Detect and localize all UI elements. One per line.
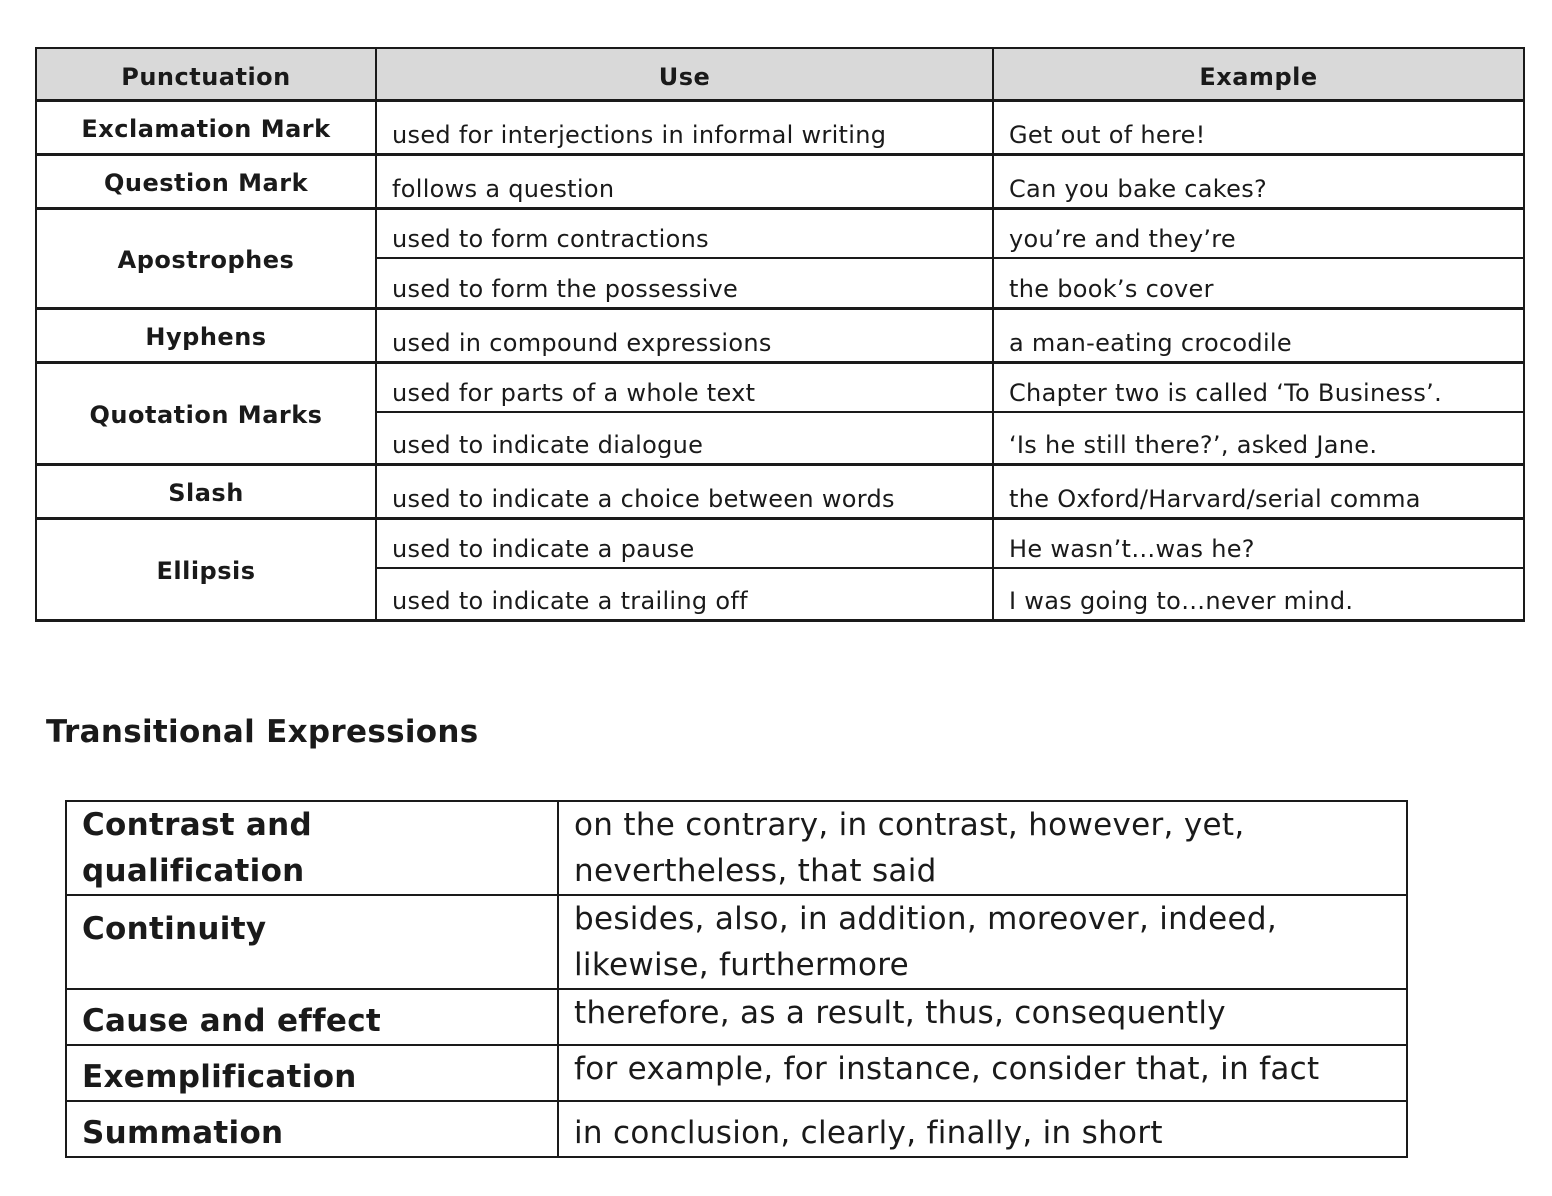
category-label: Summation [66, 1101, 558, 1157]
example-cell: He wasn’t…was he? [993, 518, 1524, 568]
table-row [36, 308, 1524, 362]
expressions-cell [558, 801, 1407, 895]
expressions-line: nevertheless, that said [574, 853, 937, 889]
category-label: Continuity [66, 895, 558, 989]
expressions-cell [558, 1101, 1407, 1157]
expressions-line: besides, also, in addition, moreover, indeed, [574, 901, 1277, 937]
header-example: Example [993, 48, 1524, 100]
table-row [66, 989, 1407, 1045]
table-row [36, 100, 1524, 154]
example-cell: the book’s cover [993, 258, 1524, 308]
expressions-line: on the contrary, in contrast, however, yet, [574, 807, 1245, 843]
row-label: Exclamation Mark [36, 100, 376, 154]
table-row [66, 1045, 1407, 1101]
use-cell: used for parts of a whole text [376, 362, 993, 412]
expressions-line: in conclusion, clearly, finally, in short [574, 1115, 1163, 1151]
row-label: Apostrophes [36, 208, 376, 308]
expressions-cell [558, 1045, 1407, 1101]
header-use: Use [376, 48, 993, 100]
use-cell: follows a question [376, 154, 993, 208]
example-cell: the Oxford/Harvard/serial comma [993, 464, 1524, 518]
table-row [66, 895, 1407, 989]
expressions-cell [558, 989, 1407, 1045]
use-cell: used in compound expressions [376, 308, 993, 362]
row-label: Hyphens [36, 308, 376, 362]
table-row [66, 801, 1407, 895]
use-cell: used for interjections in informal writing [376, 100, 993, 154]
expressions-line: likewise, furthermore [574, 947, 910, 983]
table-header-row [36, 48, 1524, 100]
example-cell: you’re and they’re [993, 208, 1524, 258]
example-cell: ‘Is he still there?’, asked Jane. [993, 412, 1524, 464]
row-label: Slash [36, 464, 376, 518]
table-row [66, 1101, 1407, 1157]
table-row [36, 208, 1524, 258]
table-row [36, 464, 1524, 518]
use-cell: used to form contractions [376, 208, 993, 258]
table-row [36, 154, 1524, 208]
table-row [36, 362, 1524, 412]
expressions-line: therefore, as a result, thus, consequently [574, 995, 1226, 1031]
example-cell: Can you bake cakes? [993, 154, 1524, 208]
punctuation-table [35, 47, 1525, 622]
row-label: Quotation Marks [36, 362, 376, 464]
use-cell: used to form the possessive [376, 258, 993, 308]
use-cell: used to indicate a pause [376, 518, 993, 568]
header-punctuation: Punctuation [36, 48, 376, 100]
example-cell: Chapter two is called ‘To Business’. [993, 362, 1524, 412]
example-cell: a man-eating crocodile [993, 308, 1524, 362]
expressions-line: for example, for instance, consider that, in fact [574, 1051, 1320, 1087]
category-label: Exemplification [66, 1045, 558, 1101]
category-label: Cause and effect [66, 989, 558, 1045]
expressions-cell [558, 895, 1407, 989]
use-cell: used to indicate a choice between words [376, 464, 993, 518]
table-row [36, 518, 1524, 568]
row-label: Question Mark [36, 154, 376, 208]
transitional-expressions-table [65, 800, 1408, 1158]
section-heading: Transitional Expressions [46, 714, 479, 750]
example-cell: I was going to…never mind. [993, 568, 1524, 620]
category-label: Contrast and qualification [66, 801, 558, 895]
example-cell: Get out of here! [993, 100, 1524, 154]
use-cell: used to indicate a trailing off [376, 568, 993, 620]
row-label: Ellipsis [36, 518, 376, 620]
use-cell: used to indicate dialogue [376, 412, 993, 464]
